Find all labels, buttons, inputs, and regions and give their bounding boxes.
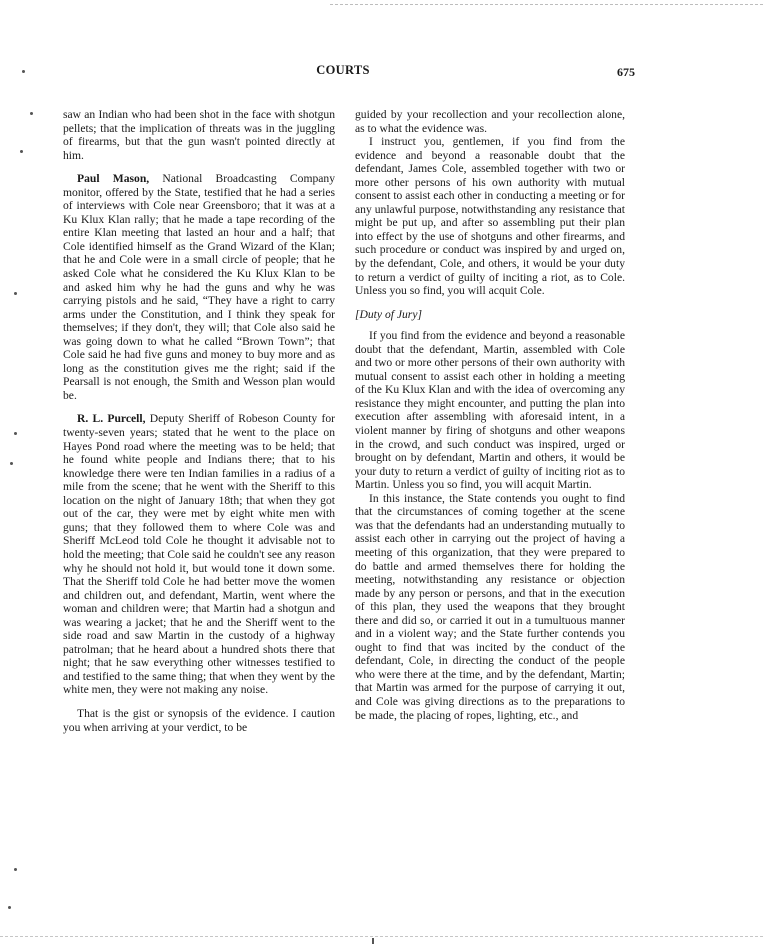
witness-testimony-mason: National Broadcasting Company monitor, offered by the State, testified that he had a series of interviews with Cole near Greensboro; that it was at a Ku Klux Klan rally; that he made a tape recording of the entire Klan meeting that lasted an hour and a half; that Cole identified himself as the Grand Wizard of the Klan; that he and Cole were in a small circle of people; that he asked Cole what he considered the Ku Klux Klan to be and asked him why he had the guns and why he was carrying pistols and he said, “They have a right to carry arms under the Constitution, and I think they speak for themselves; if they don't, they will; that Cole also said he was going down to what he called “Brown Town”; that Cole said he had five guns and money to buy more and as long as the constitution gives me the right; said if the Pearsall is not enough, the Smith and Wesson plan would be. (63, 172, 336, 402)
section-heading: [Duty of Jury] (355, 307, 422, 321)
witness-name-purcell: R. L. Purcell, (77, 412, 146, 426)
left-paragraph-4: That is the gist or synopsis of the evidence. I caution you when arriving at your verdict, to be (63, 706, 335, 734)
left-paragraph-1: saw an Indian who had been shot in the face with shotgun pellets; that the implication of threats was in the juggling of firearms, but that the gun wasn't pointed directly at him. (63, 108, 335, 162)
right-paragraph-1: guided by your recollection and your recollection alone, as to what the evidence was. (355, 108, 625, 135)
binding-mark (372, 938, 374, 944)
page-header (58, 63, 635, 81)
right-paragraph-2: I instruct you, gentlemen, if you find from the evidence and beyond a reasonable doubt that the defendant, James Cole, assembled together with two or more other persons of his own authority with mutual consent to assist each other in conducting a meeting or for any unlawful purpose, notwithstanding any resistance that might be put up, and after so assembling put their plan into effect by the use of shotguns and other firearms, and such procedure or conduct was inspired by and urged on, by the defendant, Cole, and others, it would be your duty to return a verdict of guilty of inciting a riot, as to Cole. Unless you so find, you will acquit Cole. (355, 135, 625, 298)
left-paragraph-3 (63, 412, 335, 696)
bottom-edge-rule (0, 936, 763, 937)
scan-speck (14, 432, 17, 435)
right-paragraph-3: If you find from the evidence and beyond a reasonable doubt that the defendant, Martin, assembled with Cole and two or more other persons of their own authority with mutual consent to assist each other in holding a meeting of the Ku Klux Klan and with the idea of overcoming any resistance they might encounter, and putting the plan into execution after assembling with aforesaid intent, in a violent manner by firing of shotguns and other weapons in the crowd, and such conduct was inspired, urged or brought on by defendant, Martin and others, it would be your duty to return a verdict of guilty of inciting riot as to Martin. Unless you so find, you will acquit Martin. (355, 329, 625, 492)
scan-speck (22, 70, 25, 73)
top-edge-rule (330, 4, 763, 5)
witness-name-mason: Paul Mason, (77, 172, 150, 186)
scan-speck (20, 150, 23, 153)
scan-speck (8, 906, 11, 909)
scan-speck (10, 462, 13, 465)
left-paragraph-2 (63, 172, 335, 402)
right-paragraph-4: In this instance, the State contends you ought to find that the circumstances of coming together at the scene was that the defendants had an understanding mutually to assist each other in carrying out the project of having a meeting of this organization, that they were prepared to do battle and armed themselves there for holding the meeting, notwithstanding any resistance or objection made by any person or persons, and that in the execution of this plan, they used the weapons that they brought there and did so, or carried it out in a tumultuous manner and in a violent way; and the State further contends you ought to find that was incited by the conduct of the defendant, Cole, in directing the conduct of the people who were there at the time, and by the defendant, Martin; that Martin was armed for the purpose of carrying it out, and Cole was giving directions as to the preparations to be made, the placing of ropes, lighting, etc., and (355, 491, 625, 722)
left-column (63, 108, 335, 734)
witness-testimony-purcell: Deputy Sheriff of Robeson County for twenty-seven years; stated that he went to the place on Hayes Pond road where the meeting was to be held; that he found white people and Indians there; that to his knowledge there were ten Indian families in a radius of a mile from the scene; that he went with the Sheriff to this location on the night of January 18th; that when they got out of the car, they were met by eight white men with guns; that they followed them to where Cole was and Sheriff McLeod told Cole he thought it advisable not to hold the meeting; that Cole said he couldn't see any reason why he should not hold it, but would tone it down some. That the Sheriff told Cole he had better move the women and children out, and defendant, Martin, went where the woman and children were; that Martin had a shotgun and was wearing a jacket; that he and the Sheriff went to the side road and saw Martin in the custody of a highway patrolman; that he heard about a hundred shots there that night; that he saw everything other witnesses testified to and testified to the same thing; that when they went by the white men, they were not making any noise. (63, 412, 335, 697)
right-column (355, 108, 625, 722)
scan-speck (14, 868, 17, 871)
page-number: 675 (617, 65, 635, 79)
running-head: COURTS (316, 63, 370, 77)
scan-speck (30, 112, 33, 115)
scan-speck (14, 292, 17, 295)
